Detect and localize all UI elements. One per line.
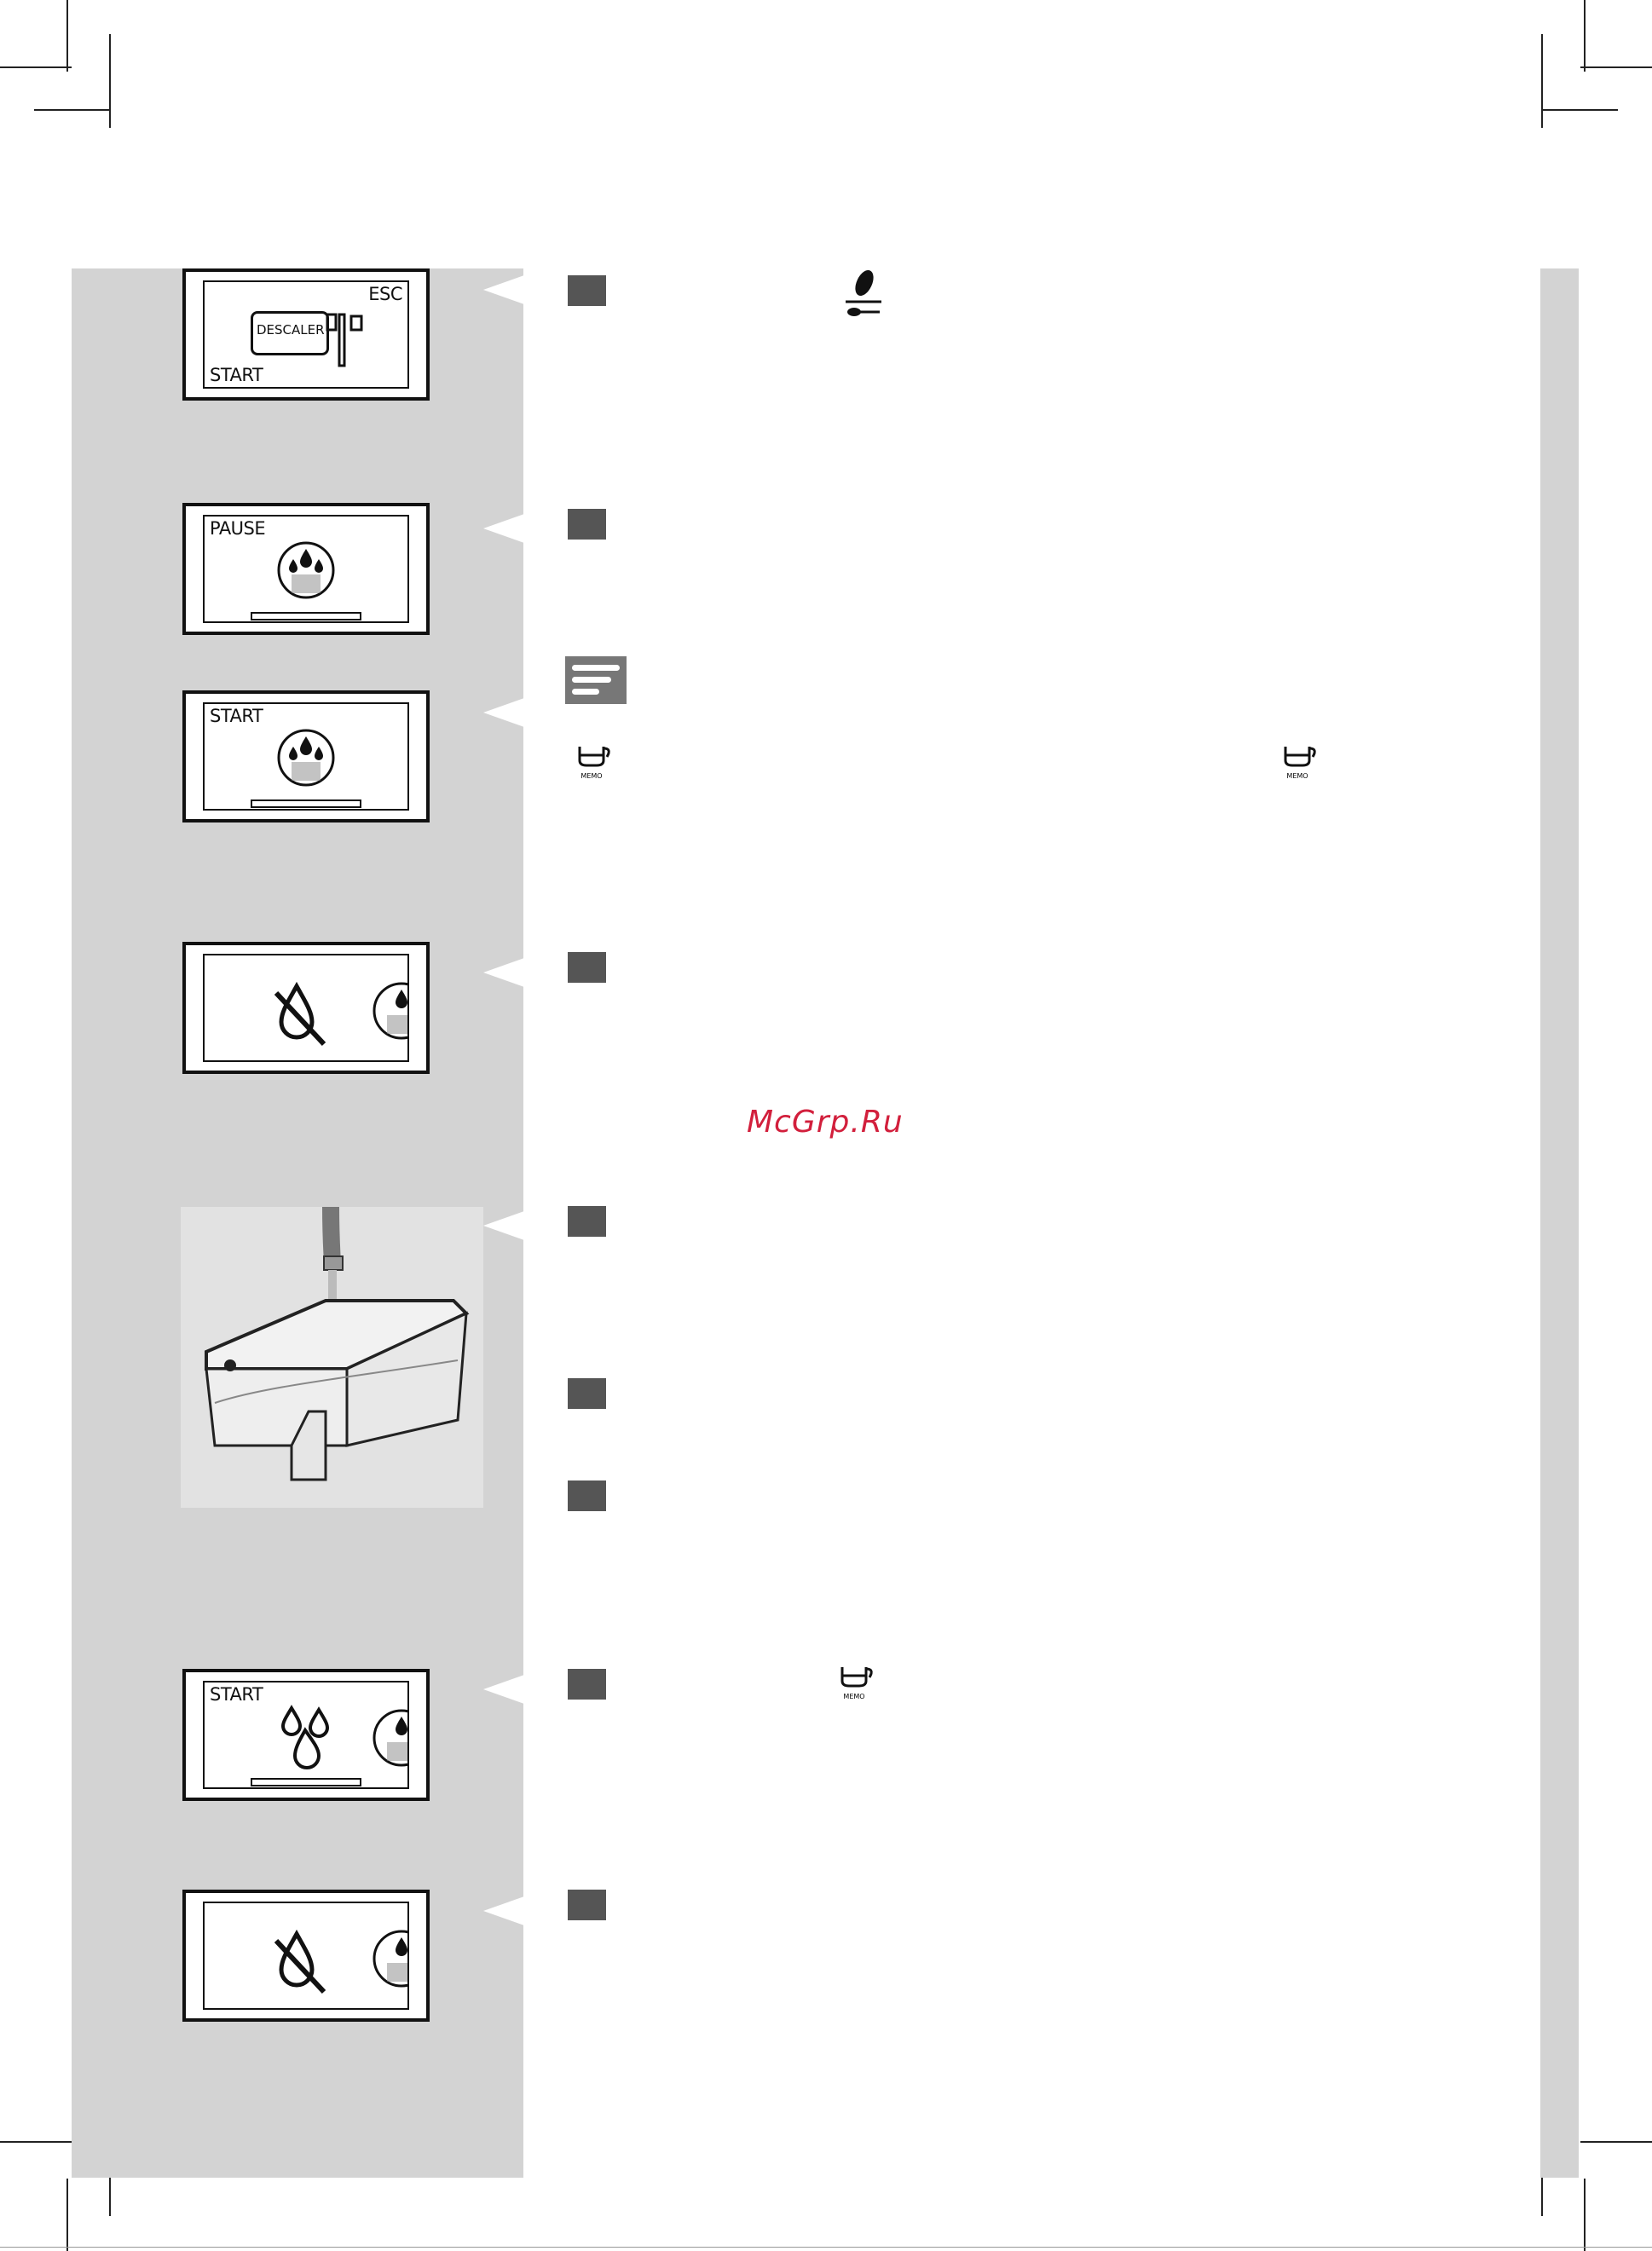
display-start-rinse — [182, 1669, 430, 1801]
step-marker — [568, 1669, 606, 1700]
crop-mark — [1584, 2179, 1586, 2251]
descaling-cycle-icon — [372, 981, 409, 1041]
crop-mark — [0, 2141, 72, 2143]
descaler-bottle-icon — [251, 311, 329, 355]
display-frame — [203, 954, 409, 1062]
step-marker — [568, 1890, 606, 1920]
water-tank-illustration — [181, 1207, 483, 1508]
pointer — [483, 698, 524, 727]
step-marker — [568, 1206, 606, 1237]
display-frame — [203, 1902, 409, 2010]
esc-label: ESC — [368, 284, 402, 304]
crop-mark — [0, 66, 72, 68]
descaling-cycle-icon — [372, 1708, 409, 1768]
step-marker — [568, 275, 606, 306]
display-frame — [203, 280, 409, 389]
crop-mark — [1580, 66, 1652, 68]
pause-label: PAUSE — [210, 518, 266, 539]
display-frame — [203, 702, 409, 811]
display-start-descale — [182, 690, 430, 822]
start-label: START — [210, 706, 263, 726]
pointer — [483, 1211, 524, 1240]
pointer — [483, 514, 524, 543]
cup-shape — [575, 743, 612, 769]
progress-bar — [251, 1778, 361, 1786]
crop-mark — [1541, 34, 1543, 128]
pointer — [483, 1675, 524, 1704]
step-marker — [568, 1480, 606, 1511]
descaling-cycle-icon — [372, 1929, 409, 1988]
pointer — [483, 1896, 524, 1925]
memo-cup-icon — [575, 743, 612, 781]
memo-label: MEMO — [1286, 772, 1308, 780]
display-frame — [203, 1681, 409, 1789]
bottom-rule — [0, 2247, 1652, 2248]
memo-label: MEMO — [843, 1693, 865, 1700]
water-tank-photo — [181, 1207, 483, 1508]
crop-mark — [1541, 109, 1618, 111]
note-icon — [565, 656, 627, 704]
display-pause — [182, 503, 430, 635]
memo-cup-icon — [837, 1664, 875, 1701]
crop-mark — [34, 109, 111, 111]
watermark: McGrp.Ru — [747, 1105, 904, 1140]
descaling-cycle-icon — [276, 540, 336, 600]
note-line — [572, 665, 620, 671]
cup-shape — [837, 1664, 875, 1689]
right-panel — [1540, 268, 1579, 2178]
no-water-icon — [271, 981, 331, 1049]
start-label: START — [210, 365, 263, 385]
no-water-icon — [271, 1929, 331, 1997]
display-descaler — [182, 268, 430, 401]
crop-mark — [109, 34, 111, 128]
step-marker — [568, 1378, 606, 1409]
progress-bar — [251, 799, 361, 808]
descaling-cycle-icon — [276, 728, 336, 788]
progress-bar — [251, 612, 361, 620]
pointer — [483, 275, 524, 304]
display-no-water — [182, 1890, 430, 2022]
cup-shape — [1280, 743, 1318, 769]
coffee-bean-spoon-icon — [840, 266, 885, 320]
memo-cup-icon — [1280, 743, 1318, 781]
crop-mark — [66, 0, 68, 72]
display-no-water — [182, 942, 430, 1074]
water-tank-icon — [326, 311, 365, 371]
crop-mark — [1584, 0, 1586, 72]
note-line — [572, 689, 599, 695]
crop-mark — [1580, 2141, 1652, 2143]
memo-label: MEMO — [581, 772, 603, 780]
display-frame — [203, 515, 409, 623]
water-drops-icon — [276, 1705, 344, 1773]
crop-mark — [66, 2179, 68, 2251]
pointer — [483, 958, 524, 987]
step-marker — [568, 952, 606, 983]
note-line — [572, 677, 611, 683]
descaler-label: DESCALER — [257, 322, 325, 338]
start-label: START — [210, 1684, 263, 1705]
step-marker — [568, 509, 606, 540]
